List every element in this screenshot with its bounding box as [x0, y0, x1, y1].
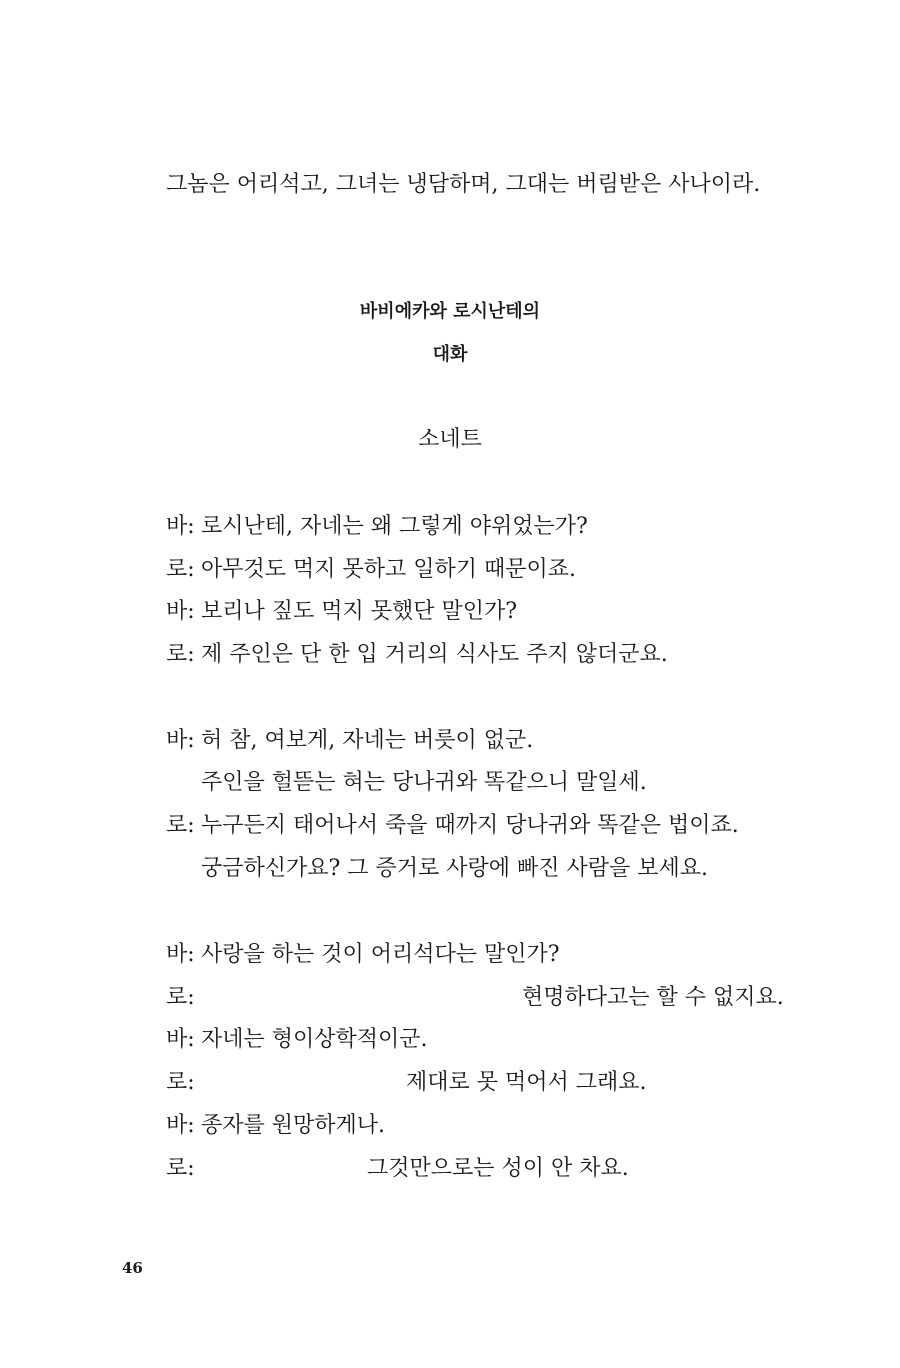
- section-title-line-1: 바비에카와 로시난테의: [359, 301, 541, 322]
- dialogue-text: 보리나 짚도 먹지 못했단 말인가?: [201, 599, 518, 624]
- dialogue-speaker: 바:: [166, 599, 195, 624]
- dialogue-text: 현명하다고는 할 수 없지요.: [522, 985, 784, 1010]
- dialogue-speaker: 로:: [166, 1070, 195, 1095]
- dialogue-speaker: 바:: [166, 728, 195, 753]
- dialogue-speaker: 로:: [166, 1156, 195, 1181]
- dialogue-text: 자네는 형이상학적이군.: [201, 1027, 428, 1052]
- section-subtitle: 소네트: [418, 427, 482, 452]
- dialogue-text: 사랑을 하는 것이 어리석다는 말인가?: [201, 942, 560, 967]
- dialogue-speaker: 바:: [166, 942, 195, 967]
- dialogue-text: 제 주인은 단 한 입 거리의 식사도 주지 않더군요.: [201, 642, 668, 667]
- dialogue-text: 그것만으로는 성이 안 차요.: [367, 1156, 629, 1181]
- dialogue-text: 아무것도 먹지 못하고 일하기 때문이죠.: [201, 557, 576, 582]
- dialogue-text: 종자를 원망하게나.: [201, 1113, 386, 1138]
- page-number: 46: [122, 1259, 143, 1277]
- dialogue-speaker: 로:: [166, 557, 195, 582]
- dialogue-text: 제대로 못 먹어서 그래요.: [406, 1070, 647, 1095]
- dialogue-speaker: 바:: [166, 1113, 195, 1138]
- dialogue-text: 로시난테, 자네는 왜 그렇게 야위었는가?: [201, 514, 588, 539]
- dialogue-speaker: 로:: [166, 985, 195, 1010]
- dialogue-speaker: 로:: [166, 813, 195, 838]
- dialogue-speaker: 로:: [166, 642, 195, 667]
- dialogue-text: 누구든지 태어나서 죽을 때까지 당나귀와 똑같은 법이죠.: [201, 813, 739, 838]
- dialogue-text: 허 참, 여보게, 자네는 버릇이 없군.: [201, 728, 534, 753]
- dialogue-speaker: 바:: [166, 514, 195, 539]
- dialogue-continuation-text: 궁금하신가요? 그 증거로 사랑에 빠진 사람을 보세요.: [201, 856, 709, 881]
- dialogue-speaker: 바:: [166, 1027, 195, 1052]
- closing-verse-line: 그놈은 어리석고, 그녀는 냉담하며, 그대는 버림받은 사나이라.: [166, 172, 761, 197]
- section-title-line-2: 대화: [432, 344, 468, 365]
- dialogue-continuation-text: 주인을 헐뜯는 혀는 당나귀와 똑같으니 말일세.: [201, 770, 647, 795]
